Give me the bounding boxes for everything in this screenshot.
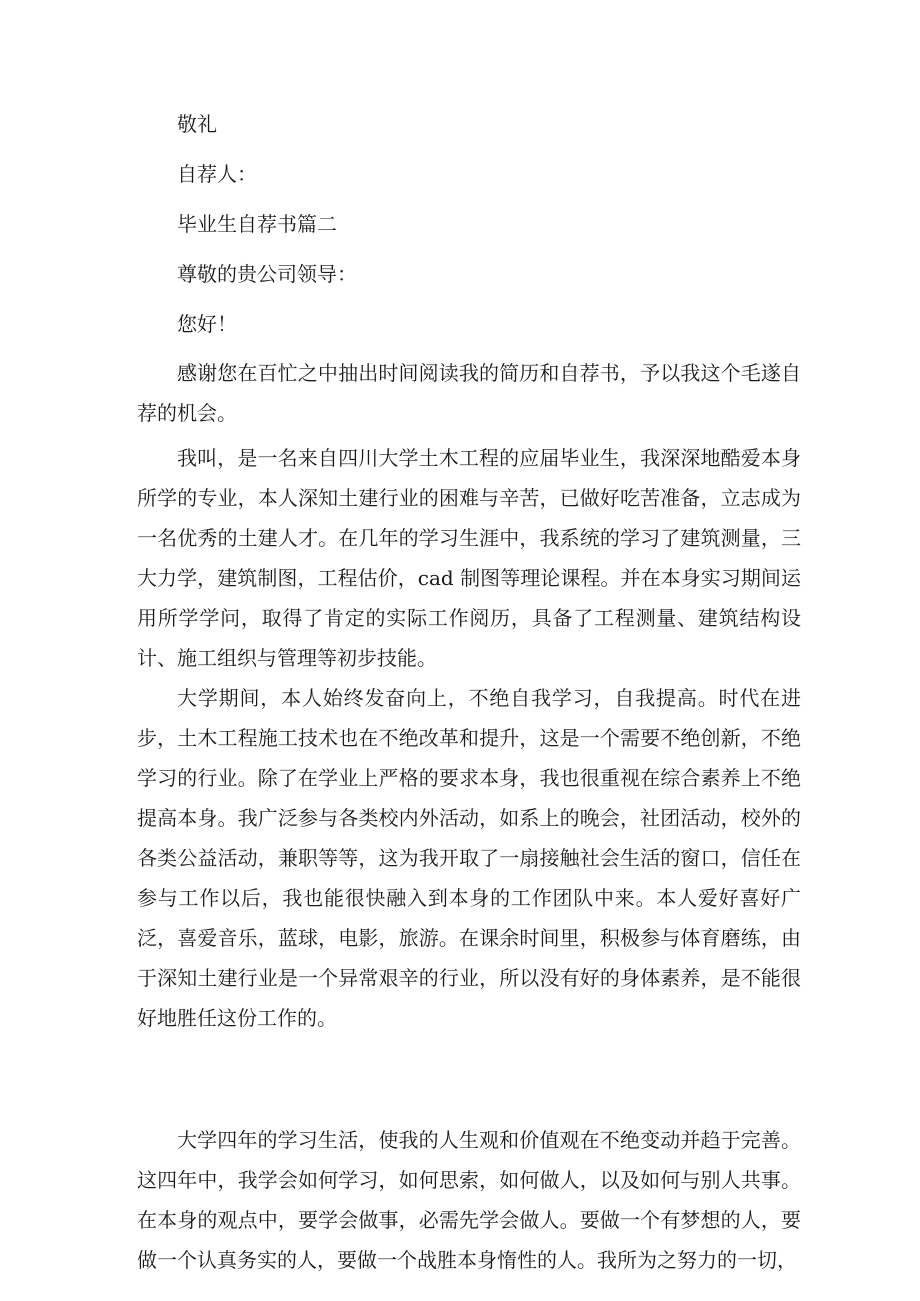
paragraph-four-years: 大学四年的学习生活，使我的人生观和价值观在不绝变动并趋于完善。这四年中，我学会如何学习，如何思索，如何做人，以及如何与别人共事。在本身的观点中，要学会做事，必需先学会做人。要做一个有梦想的人，要做一个认真务实的人，要做一个战胜本身惰性的人。我所为之努力的一切， (137, 1128, 801, 1272)
section-title: 毕业生自荐书篇二 (177, 212, 337, 236)
closing-salutation: 敬礼 (177, 112, 217, 136)
signature-line: 自荐人： (177, 162, 257, 186)
paragraph-thanks: 感谢您在百忙之中抽出时间阅读我的简历和自荐书，予以我这个毛遂自荐的机会。 (137, 361, 801, 425)
greeting-hello: 您好！ (177, 312, 237, 336)
paragraph-introduction: 我叫，是一名来自四川大学土木工程的应届毕业生，我深深地酷爱本身所学的专业，本人深知土建行业的困难与辛苦，已做好吃苦准备，立志成为一名优秀的土建人才。在几年的学习生涯中，我系统的学习了建筑测量，三大力学，建筑制图，工程估价，cad 制图等理论课程。并在本身实习期间运用所学学问，取得了肯定的实际工作阅历，具备了工程测量、建筑结构设计、施工组织与管理等初步技能。 (137, 446, 801, 670)
greeting-recipient: 尊敬的贵公司领导： (177, 262, 357, 286)
paragraph-university-life: 大学期间，本人始终发奋向上，不绝自我学习，自我提高。时代在进步，土木工程施工技术也在不绝改革和提升，这是一个需要不绝创新，不绝学习的行业。除了在学业上严格的要求本身，我也很重视在综合素养上不绝提高本身。我广泛参与各类校内外活动，如系上的晚会，社团活动，校外的各类公益活动，兼职等等，这为我开取了一扇接触社会生活的窗口，信任在参与工作以后，我也能很快融入到本身的工作团队中来。本人爱好喜好广泛，喜爱音乐，蓝球，电影，旅游。在课余时间里，积极参与体育磨练，由于深知土建行业是一个异常艰辛的行业，所以没有好的身体素养，是不能很好地胜任这份工作的。 (137, 686, 801, 1030)
